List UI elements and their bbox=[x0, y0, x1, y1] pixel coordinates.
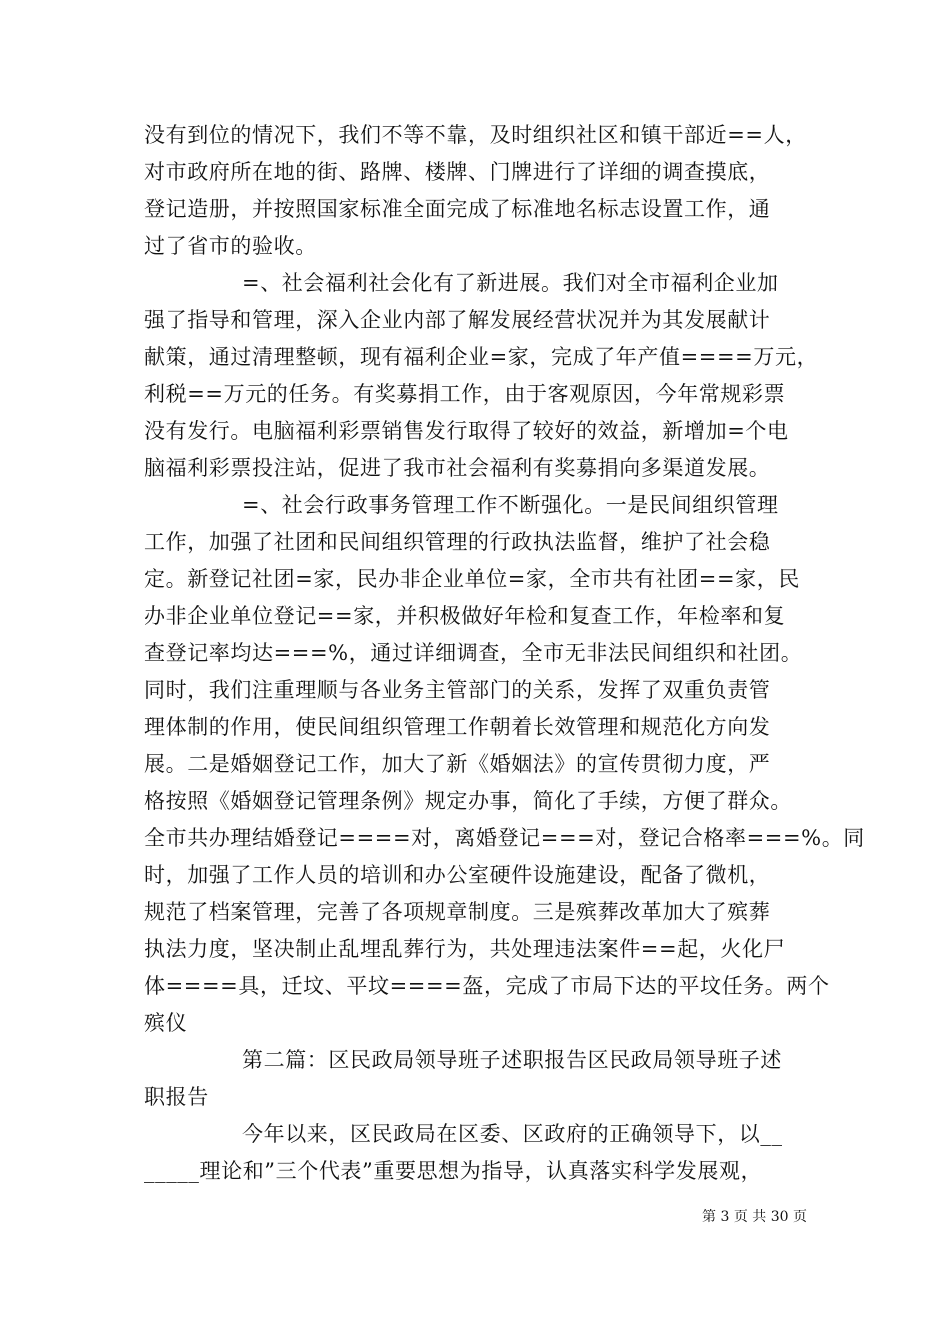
text-line: 同时，我们注重理顺与各业务主管部门的关系，发挥了双重负责管 bbox=[144, 678, 771, 702]
text-line: 规范了档案管理，完善了各项规章制度。三是殡葬改革加大了殡葬 bbox=[144, 900, 771, 924]
text-line: 没有发行。电脑福利彩票销售发行取得了较好的效益，新增加=个电 bbox=[144, 419, 789, 443]
text-line: 体====具，迁坟、平坟====盔，完成了市局下达的平坟任务。两个 bbox=[144, 974, 830, 998]
text-line: 献策，通过清理整顿，现有福利企业=家，完成了年产值====万元， bbox=[144, 345, 819, 369]
text-line: 时，加强了工作人员的培训和办公室硬件设施建设，配备了微机， bbox=[144, 863, 771, 887]
paragraph-first-line: 今年以来，区民政局在区委、区政府的正确领导下，以__ bbox=[242, 1122, 783, 1146]
text-line: 执法力度，坚决制止乱埋乱葬行为，共处理违法案件==起，火化尸 bbox=[144, 937, 786, 961]
section-heading-continued: 职报告 bbox=[144, 1085, 209, 1109]
text-line: 定。新登记社团=家，民办非企业单位=家，全市共有社团==家，民 bbox=[144, 567, 800, 591]
text-line: 对市政府所在地的街、路牌、楼牌、门牌进行了详细的调查摸底， bbox=[144, 160, 771, 184]
text-line: 脑福利彩票投注站，促进了我市社会福利有奖募捐向多渠道发展。 bbox=[144, 456, 771, 480]
text-line: 工作，加强了社团和民间组织管理的行政执法监督，维护了社会稳 bbox=[144, 530, 771, 554]
page-number-footer: 第 3 页 共 30 页 bbox=[702, 1209, 807, 1225]
text-line: 没有到位的情况下，我们不等不靠，及时组织社区和镇干部近==人， bbox=[144, 123, 807, 147]
text-line: 展。二是婚姻登记工作，加大了新《婚姻法》的宣传贯彻力度，严 bbox=[144, 752, 771, 776]
text-line: 格按照《婚姻登记管理条例》规定办事，简化了手续，方便了群众。 bbox=[144, 789, 792, 813]
text-line: 办非企业单位登记==家，并积极做好年检和复查工作，年检率和复 bbox=[144, 604, 786, 628]
paragraph-first-line: =、社会行政事务管理工作不断强化。一是民间组织管理 bbox=[242, 493, 779, 517]
text-line: 查登记率均达===%，通过详细调查，全市无非法民间组织和社团。 bbox=[144, 641, 803, 665]
text-line: 全市共办理结婚登记====对，离婚登记===对，登记合格率===%。同 bbox=[144, 826, 865, 850]
section-heading: 第二篇：区民政局领导班子述职报告区民政局领导班子述 bbox=[242, 1048, 782, 1072]
text-line: 强了指导和管理，深入企业内部了解发展经营状况并为其发展献计 bbox=[144, 308, 771, 332]
text-line: 利税==万元的任务。有奖募捐工作，由于客观原因，今年常规彩票 bbox=[144, 382, 786, 406]
text-line: 过了省市的验收。 bbox=[144, 234, 317, 258]
text-line: 殡仪 bbox=[144, 1011, 188, 1035]
text-line: 理体制的作用，使民间组织管理工作朝着长效管理和规范化方向发 bbox=[144, 715, 771, 739]
paragraph-first-line: =、社会福利社会化有了新进展。我们对全市福利企业加 bbox=[242, 271, 779, 295]
text-line: _____理论和”三个代表”重要思想为指导，认真落实科学发展观， bbox=[144, 1159, 763, 1183]
text-line: 登记造册，并按照国家标准全面完成了标准地名标志设置工作，通 bbox=[144, 197, 771, 221]
